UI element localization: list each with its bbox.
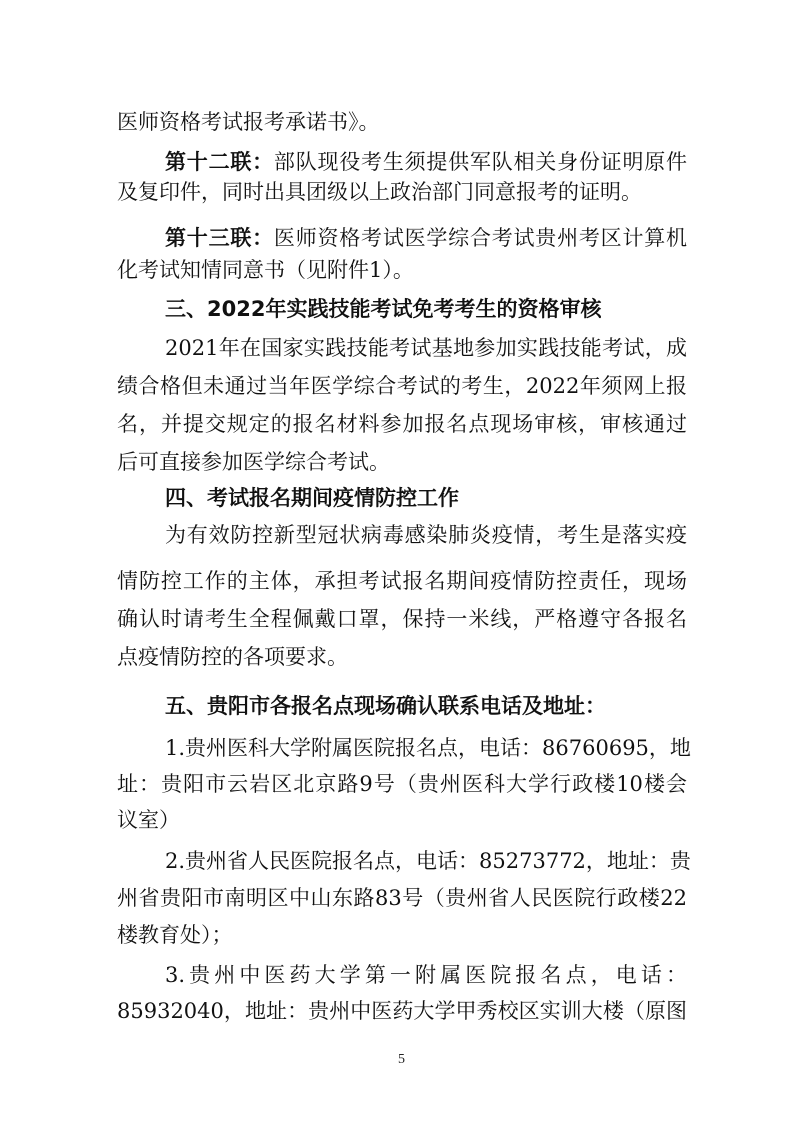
section-heading: 四、考试报名期间疫情防控工作 — [165, 486, 459, 510]
list-item-line: 议室） — [117, 808, 180, 832]
page-number: 5 — [398, 1052, 405, 1067]
paragraph-line: 绩合格但未通过当年医学综合考试的考生，2022年须网上报 — [117, 374, 687, 398]
list-item-line: 1.贵州医科大学附属医院报名点，电话：86760695，地 — [165, 736, 691, 760]
item-text: 医师资格考试医学综合考试贵州考区计算机 — [273, 226, 688, 250]
list-item-line: 3.贵州中医药大学第一附属医院报名点，电话： — [165, 963, 687, 987]
list-item-line: 址：贵阳市云岩区北京路9号（贵州医科大学行政楼10楼会 — [117, 772, 687, 796]
section-heading: 五、贵阳市各报名点现场确认联系电话及地址： — [165, 694, 606, 718]
list-item-line: 楼教育处）； — [117, 923, 233, 947]
paragraph-line: 情防控工作的主体，承担考试报名期间疫情防控责任，现场 — [117, 569, 687, 593]
paragraph-line — [165, 148, 687, 176]
item-text: 部队现役考生须提供军队相关身份证明原件 — [273, 150, 688, 174]
list-item-line: 85932040，地址：贵州中医药大学甲秀校区实训大楼（原图 — [117, 999, 687, 1023]
paragraph-line: 及复印件，同时出具团级以上政治部门同意报考的证明。 — [117, 180, 642, 204]
paragraph-line: 2021年在国家实践技能考试基地参加实践技能考试，成 — [165, 336, 687, 360]
item-label: 第十二联： — [165, 149, 274, 174]
section-heading: 三、2022年实践技能考试免考考生的资格审核 — [165, 297, 602, 321]
paragraph-line: 化考试知情同意书（见附件1）。 — [117, 258, 414, 282]
paragraph-line: 后可直接参加医学综合考试。 — [117, 450, 390, 474]
paragraph-line: 为有效防控新型冠状病毒感染肺炎疫情，考生是落实疫 — [165, 523, 687, 547]
paragraph-line: 点疫情防控的各项要求。 — [117, 645, 348, 669]
paragraph-line: 医师资格考试报考承诺书》。 — [117, 110, 380, 134]
paragraph-line — [165, 224, 687, 252]
item-label: 第十三联： — [165, 225, 274, 250]
list-item-line: 2.贵州省人民医院报名点，电话：85273772，地址：贵 — [165, 849, 691, 873]
paragraph-line: 名，并提交规定的报名材料参加报名点现场审核，审核通过 — [117, 412, 687, 436]
paragraph-line: 确认时请考生全程佩戴口罩，保持一米线，严格遵守各报名 — [117, 607, 687, 631]
list-item-line: 州省贵阳市南明区中山东路83号（贵州省人民医院行政楼22 — [117, 886, 687, 910]
